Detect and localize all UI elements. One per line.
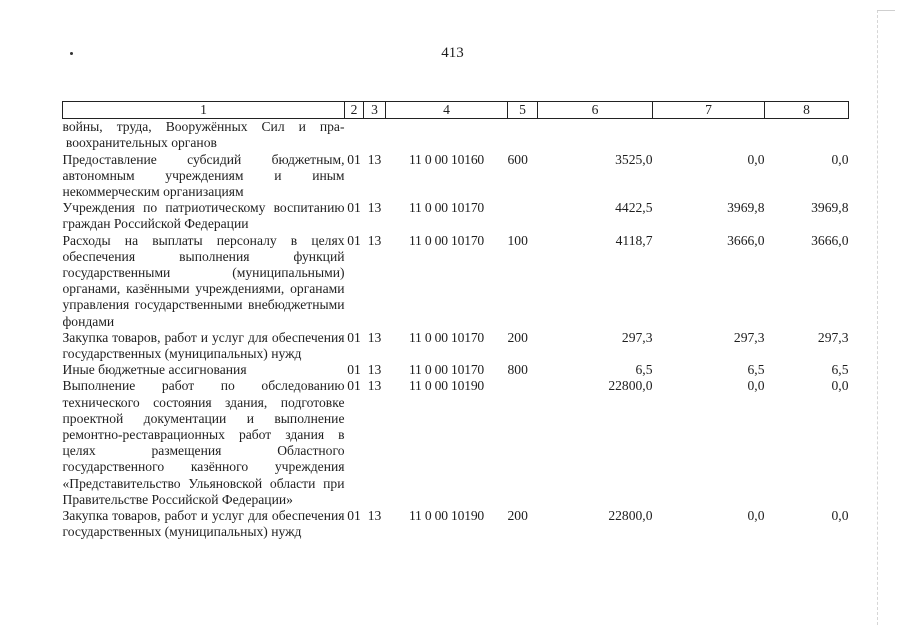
column-header: 4 bbox=[386, 102, 508, 119]
table-row bbox=[63, 330, 849, 362]
table-row bbox=[63, 233, 849, 330]
section-code-cell: 01 bbox=[347, 329, 361, 345]
amount-cell-3: 3969,8 bbox=[811, 200, 849, 216]
target-article-cell: 11 0 00 10170 bbox=[408, 232, 485, 248]
table-row bbox=[63, 200, 849, 232]
expense-name-cell: Расходы на выплаты персоналу в целях обеспечения выполнения функций государственными (муниципальными) органами, казёнными учреждениями, органами управления государственными внебюджетными фондами bbox=[62, 232, 345, 329]
amount-cell-1: 4422,5 bbox=[615, 200, 653, 216]
section-code-cell: 01 bbox=[347, 362, 361, 378]
section-code-cell: 01 bbox=[347, 151, 361, 167]
amount-cell-2: 0,0 bbox=[747, 508, 765, 524]
target-article-cell bbox=[386, 119, 508, 152]
amount-cell-1: 297,3 bbox=[621, 329, 653, 345]
amount-cell-3: 6,5 bbox=[831, 362, 849, 378]
column-header: 3 bbox=[364, 102, 386, 119]
target-article-cell: 11 0 00 10160 bbox=[408, 151, 485, 167]
table-header-row bbox=[63, 102, 849, 119]
expense-type-cell: 600 bbox=[507, 151, 528, 167]
expense-type-cell: 100 bbox=[507, 232, 528, 248]
section-code-cell: 01 bbox=[347, 200, 361, 216]
expense-type-cell: 200 bbox=[507, 508, 528, 524]
subsection-code-cell: 13 bbox=[367, 200, 382, 216]
subsection-code-cell: 13 bbox=[367, 232, 382, 248]
budget-table bbox=[62, 101, 849, 540]
section-code-cell: 01 bbox=[347, 232, 361, 248]
expense-name-cell: Учреждения по патриотическому воспитанию граждан Российской Федерации bbox=[62, 200, 345, 232]
table-row bbox=[63, 362, 849, 378]
expense-type-cell bbox=[508, 378, 538, 508]
page-number: 413 bbox=[441, 45, 464, 61]
column-header: 1 bbox=[63, 102, 345, 119]
amount-cell-2 bbox=[653, 119, 765, 152]
amount-cell-3: 0,0 bbox=[831, 151, 849, 167]
expense-name-cell: Выполнение работ по обследованию технического состояния здания, подготовке проектной документации и выполнение ремонтно-реставрационных работ здания в целях размещения Областного государственного казённого учреждения «Представительство Ульяновской области при Правительстве Российской Федерации» bbox=[62, 378, 345, 507]
amount-cell-1: 6,5 bbox=[635, 362, 653, 378]
expense-name-cell: войны, труда, Вооружённых Сил и пра- воохранительных органов bbox=[62, 119, 345, 151]
amount-cell-3: 3666,0 bbox=[811, 232, 849, 248]
column-header: 8 bbox=[765, 102, 849, 119]
amount-cell-3: 0,0 bbox=[831, 378, 849, 394]
section-code-cell: 01 bbox=[347, 378, 361, 394]
target-article-cell: 11 0 00 10190 bbox=[408, 378, 485, 394]
table-row bbox=[63, 508, 849, 540]
expense-type-cell: 800 bbox=[507, 362, 528, 378]
expense-name-cell: Предоставление субсидий бюджетным, автономным учреждениям и иным некоммерческим организациям bbox=[62, 151, 345, 200]
target-article-cell: 11 0 00 10190 bbox=[408, 508, 485, 524]
scan-edge-line bbox=[877, 10, 879, 625]
table-row bbox=[63, 119, 849, 152]
column-header: 5 bbox=[508, 102, 538, 119]
expense-name-cell: Иные бюджетные ассигнования bbox=[62, 362, 247, 378]
amount-cell-2: 6,5 bbox=[747, 362, 765, 378]
amount-cell-2: 3969,8 bbox=[727, 200, 765, 216]
subsection-code-cell: 13 bbox=[367, 378, 382, 394]
target-article-cell: 11 0 00 10170 bbox=[408, 329, 485, 345]
amount-cell-3: 0,0 bbox=[831, 508, 849, 524]
amount-cell-1: 22800,0 bbox=[608, 378, 653, 394]
column-header: 7 bbox=[653, 102, 765, 119]
column-header: 2 bbox=[345, 102, 364, 119]
expense-name-cell: Закупка товаров, работ и услуг для обеспечения государственных (муниципальных) нужд bbox=[62, 329, 345, 362]
subsection-code-cell bbox=[364, 119, 386, 152]
section-code-cell bbox=[345, 119, 364, 152]
expense-type-cell bbox=[508, 200, 538, 232]
section-code-cell: 01 bbox=[347, 508, 361, 524]
amount-cell-1: 22800,0 bbox=[608, 508, 653, 524]
expense-type-cell bbox=[508, 119, 538, 152]
column-header: 6 bbox=[538, 102, 653, 119]
amount-cell-3 bbox=[765, 119, 849, 152]
target-article-cell: 11 0 00 10170 bbox=[408, 362, 485, 378]
subsection-code-cell: 13 bbox=[367, 329, 382, 345]
expense-name-cell: Закупка товаров, работ и услуг для обеспечения государственных (муниципальных) нужд bbox=[62, 508, 345, 540]
amount-cell-2: 3666,0 bbox=[727, 232, 765, 248]
amount-cell-2: 297,3 bbox=[733, 329, 765, 345]
target-article-cell: 11 0 00 10170 bbox=[408, 200, 485, 216]
table-row bbox=[63, 378, 849, 508]
subsection-code-cell: 13 bbox=[367, 508, 382, 524]
amount-cell-2: 0,0 bbox=[747, 151, 765, 167]
subsection-code-cell: 13 bbox=[367, 151, 382, 167]
amount-cell-3: 297,3 bbox=[817, 329, 849, 345]
scan-edge-tick bbox=[877, 10, 895, 11]
amount-cell-2: 0,0 bbox=[747, 378, 765, 394]
subsection-code-cell: 13 bbox=[367, 362, 382, 378]
amount-cell-1 bbox=[538, 119, 653, 152]
amount-cell-1: 3525,0 bbox=[615, 151, 653, 167]
expense-type-cell: 200 bbox=[507, 329, 528, 345]
amount-cell-1: 4118,7 bbox=[615, 232, 653, 248]
table-row bbox=[63, 152, 849, 201]
